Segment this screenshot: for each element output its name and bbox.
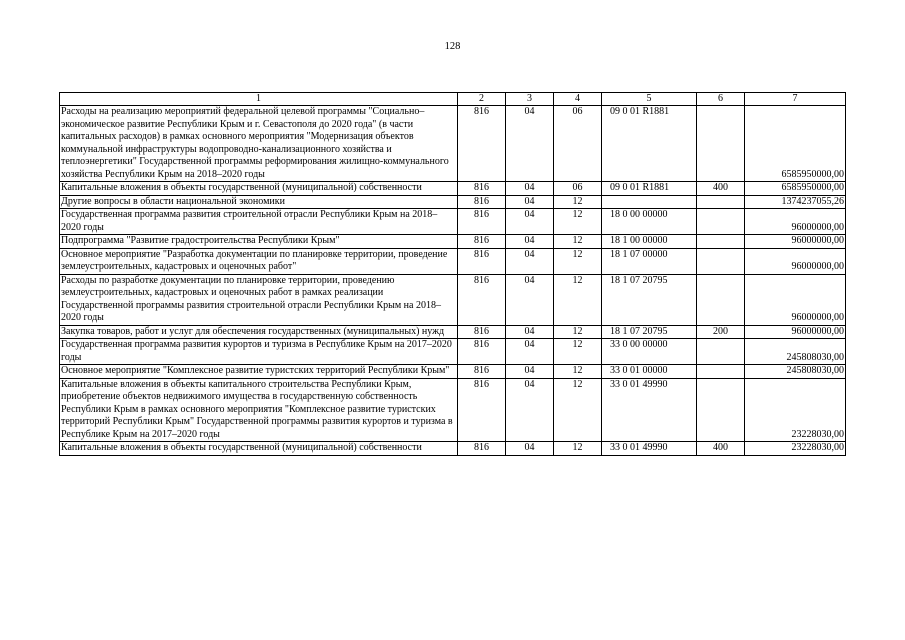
column-header: 1	[60, 93, 458, 106]
ved-code-cell: 816	[458, 209, 506, 235]
ved-code-cell: 816	[458, 106, 506, 182]
table-row	[60, 235, 846, 249]
ved-code-cell: 816	[458, 339, 506, 365]
table-row	[60, 209, 846, 235]
target-article-code-cell: 18 1 00 00000	[602, 235, 697, 249]
ved-code-cell: 816	[458, 325, 506, 339]
target-article-code-cell	[602, 195, 697, 209]
table-row	[60, 325, 846, 339]
section-code-cell: 04	[506, 378, 554, 442]
table-row	[60, 365, 846, 379]
subsection-code-cell: 12	[554, 339, 602, 365]
section-code-cell: 04	[506, 442, 554, 456]
amount-cell: 23228030,00	[745, 442, 846, 456]
row-name-cell: Расходы по разработке документации по планировке территории, проведению землеустроительных, кадастровых и оценочных работ в рамках реализации Государственной программы развития строительной отрасли Республики Крым на 2018–2020 годы	[60, 274, 458, 325]
expense-type-code-cell	[697, 365, 745, 379]
page-number: 128	[444, 41, 461, 52]
expense-type-code-cell	[697, 378, 745, 442]
target-article-code-cell: 18 0 00 00000	[602, 209, 697, 235]
ved-code-cell: 816	[458, 195, 506, 209]
subsection-code-cell: 06	[554, 182, 602, 196]
amount-cell: 96000000,00	[745, 274, 846, 325]
target-article-code-cell: 33 0 01 49990	[602, 378, 697, 442]
column-header: 5	[602, 93, 697, 106]
target-article-code-cell: 18 1 07 20795	[602, 325, 697, 339]
row-name-cell: Государственная программа развития строительной отрасли Республики Крым на 2018–2020 годы	[60, 209, 458, 235]
table-body	[60, 106, 846, 456]
table-row	[60, 248, 846, 274]
amount-cell: 96000000,00	[745, 325, 846, 339]
ved-code-cell: 816	[458, 365, 506, 379]
amount-cell: 96000000,00	[745, 209, 846, 235]
column-header: 3	[506, 93, 554, 106]
target-article-code-cell: 33 0 01 49990	[602, 442, 697, 456]
amount-cell: 6585950000,00	[745, 182, 846, 196]
row-name-cell: Капитальные вложения в объекты капитального строительства Республики Крым, приобретение объектов недвижимого имущества в государственную собственность Республики Крым в рамках основного мероприятия "Комплексное развитие туристских территорий Республики Крым" Государственной программы развития курортов и туризма в Республике Крым на 2017–2020 годы	[60, 378, 458, 442]
expense-type-code-cell	[697, 339, 745, 365]
section-code-cell: 04	[506, 365, 554, 379]
subsection-code-cell: 12	[554, 325, 602, 339]
expense-type-code-cell	[697, 209, 745, 235]
target-article-code-cell: 33 0 01 00000	[602, 365, 697, 379]
row-name-cell: Закупка товаров, работ и услуг для обеспечения государственных (муниципальных) нужд	[60, 325, 458, 339]
section-code-cell: 04	[506, 325, 554, 339]
expense-type-code-cell	[697, 274, 745, 325]
subsection-code-cell: 06	[554, 106, 602, 182]
expense-type-code-cell: 200	[697, 325, 745, 339]
section-code-cell: 04	[506, 106, 554, 182]
table-row	[60, 442, 846, 456]
row-name-cell: Основное мероприятие "Разработка документации по планировке территории, проведение землеустроительных, кадастровых и оценочных работ"	[60, 248, 458, 274]
target-article-code-cell: 18 1 07 00000	[602, 248, 697, 274]
table-row	[60, 339, 846, 365]
ved-code-cell: 816	[458, 378, 506, 442]
table-row	[60, 274, 846, 325]
section-code-cell: 04	[506, 339, 554, 365]
budget-table	[59, 92, 846, 456]
row-name-cell: Подпрограмма "Развитие градостроительства Республики Крым"	[60, 235, 458, 249]
subsection-code-cell: 12	[554, 365, 602, 379]
subsection-code-cell: 12	[554, 235, 602, 249]
header-row	[60, 93, 846, 106]
subsection-code-cell: 12	[554, 274, 602, 325]
column-header: 6	[697, 93, 745, 106]
expense-type-code-cell	[697, 248, 745, 274]
row-name-cell: Основное мероприятие "Комплексное развитие туристских территорий Республики Крым"	[60, 365, 458, 379]
amount-cell: 6585950000,00	[745, 106, 846, 182]
ved-code-cell: 816	[458, 235, 506, 249]
section-code-cell: 04	[506, 195, 554, 209]
section-code-cell: 04	[506, 248, 554, 274]
subsection-code-cell: 12	[554, 248, 602, 274]
table-row	[60, 106, 846, 182]
expense-type-code-cell	[697, 106, 745, 182]
target-article-code-cell: 18 1 07 20795	[602, 274, 697, 325]
target-article-code-cell: 33 0 00 00000	[602, 339, 697, 365]
table-row	[60, 195, 846, 209]
row-name-cell: Расходы на реализацию мероприятий федеральной целевой программы "Социально–экономическое развитие Республики Крым и г. Севастополя до 2020 года" (в части капитальных расходов) в рамках основного мероприятия "Модернизация объектов коммунальной инфраструктуры водопроводно-канализационного хозяйства и теплоэнергетики" Государственной программы реформирования жилищно-коммунального хозяйства Республики Крым на 2018–2020 годы	[60, 106, 458, 182]
amount-cell: 96000000,00	[745, 235, 846, 249]
subsection-code-cell: 12	[554, 195, 602, 209]
ved-code-cell: 816	[458, 274, 506, 325]
row-name-cell: Государственная программа развития курортов и туризма в Республике Крым на 2017–2020 годы	[60, 339, 458, 365]
row-name-cell: Капитальные вложения в объекты государственной (муниципальной) собственности	[60, 182, 458, 196]
target-article-code-cell: 09 0 01 R1881	[602, 182, 697, 196]
target-article-code-cell: 09 0 01 R1881	[602, 106, 697, 182]
row-name-cell: Капитальные вложения в объекты государственной (муниципальной) собственности	[60, 442, 458, 456]
expense-type-code-cell: 400	[697, 442, 745, 456]
section-code-cell: 04	[506, 235, 554, 249]
table-row	[60, 378, 846, 442]
amount-cell: 23228030,00	[745, 378, 846, 442]
subsection-code-cell: 12	[554, 378, 602, 442]
column-header: 4	[554, 93, 602, 106]
ved-code-cell: 816	[458, 182, 506, 196]
expense-type-code-cell	[697, 235, 745, 249]
amount-cell: 1374237055,26	[745, 195, 846, 209]
row-name-cell: Другие вопросы в области национальной экономики	[60, 195, 458, 209]
ved-code-cell: 816	[458, 442, 506, 456]
column-header: 7	[745, 93, 846, 106]
amount-cell: 96000000,00	[745, 248, 846, 274]
table-row	[60, 182, 846, 196]
amount-cell: 245808030,00	[745, 339, 846, 365]
section-code-cell: 04	[506, 209, 554, 235]
ved-code-cell: 816	[458, 248, 506, 274]
expense-type-code-cell	[697, 195, 745, 209]
subsection-code-cell: 12	[554, 442, 602, 456]
column-header: 2	[458, 93, 506, 106]
subsection-code-cell: 12	[554, 209, 602, 235]
section-code-cell: 04	[506, 274, 554, 325]
section-code-cell: 04	[506, 182, 554, 196]
amount-cell: 245808030,00	[745, 365, 846, 379]
expense-type-code-cell: 400	[697, 182, 745, 196]
